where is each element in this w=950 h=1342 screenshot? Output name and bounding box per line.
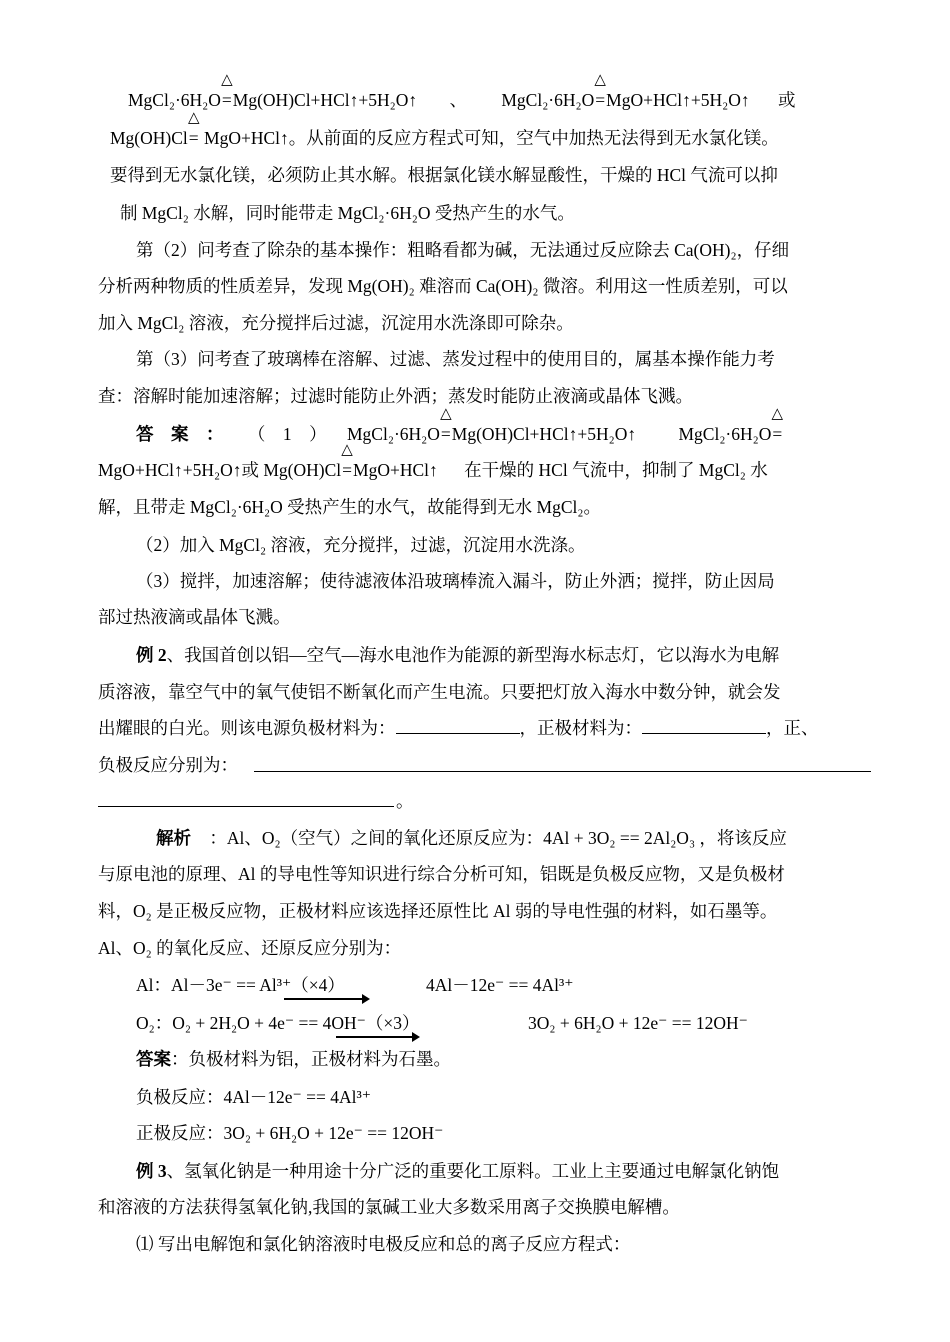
text-line: 。 <box>396 791 414 811</box>
answer-blank-negative[interactable] <box>396 717 520 734</box>
text-line <box>110 126 779 150</box>
sentence: 、我国首创以铝—空气—海水电池作为能源的新型海水标志灯，它以海水为电解 <box>166 645 780 665</box>
answer-label: 答案 <box>136 1049 171 1069</box>
half-reaction: O₂：O₂ + 2H₂O + 4e⁻ == 4OH⁻（×3） <box>136 1013 420 1033</box>
heat-equals-sign: △ = <box>188 126 200 150</box>
half-reaction-line <box>136 973 574 997</box>
text-line <box>128 88 796 112</box>
text-line: 正极反应：3O₂ + 6H₂O + 12e⁻ == 12OH⁻ <box>136 1123 444 1143</box>
answer-blank-reactions[interactable] <box>254 771 871 772</box>
example-label: 例 2 <box>136 645 167 665</box>
text-line: 负极反应：4Al－12e⁻ == 4Al³⁺ <box>136 1087 371 1107</box>
question-text: ，正、 <box>766 718 819 738</box>
text-line: 料，O₂ 是正极反应物，正极材料应该选择还原性比 Al 弱的导电性强的材料，如石墨等。 <box>98 901 778 921</box>
formula: MgCl₂·6H₂O <box>501 90 595 110</box>
analysis-label: 解析 <box>156 828 191 848</box>
heat-equals-sign: △ = <box>341 458 353 482</box>
text-line: 查：溶解时能加速溶解；过滤时能防止外洒；蒸发时能防止液滴或晶体飞溅。 <box>98 386 693 406</box>
half-reaction-line <box>136 1011 748 1035</box>
text-line: 解，且带走 MgCl₂·6H₂O 受热产生的水气，故能得到无水 MgCl₂。 <box>98 497 601 517</box>
conjunction: 或 <box>778 90 796 110</box>
text-line: 和溶液的方法获得氢氧化钠,我国的氯碱工业大多数采用离子交换膜电解槽。 <box>98 1197 680 1217</box>
sentence: MgO+HCl↑。从前面的反应方程式可知，空气中加热无法得到无水氯化镁。 <box>199 128 779 148</box>
text-line: 加入 MgCl₂ 溶液，充分搅拌后过滤，沉淀用水洗涤即可除杂。 <box>98 313 574 333</box>
answer-blank-reactions-cont[interactable] <box>98 806 394 807</box>
text-line <box>136 643 779 667</box>
text-line: 第（3）问考查了玻璃棒在溶解、过滤、蒸发过程中的使用目的，属基本操作能力考 <box>136 349 775 369</box>
text-line <box>98 716 819 740</box>
example-label: 例 3 <box>136 1161 167 1181</box>
question-text: 出耀眼的白光。则该电源负极材料为： <box>98 718 396 738</box>
formula: MgCl₂·6H₂O <box>128 90 221 110</box>
text-line: 第（2）问考查了除杂的基本操作：粗略看都为碱，无法通过反应除去 Ca(OH)₂，仔细 <box>136 240 790 260</box>
text-line: Al、O₂ 的氧化反应、还原反应分别为： <box>98 938 402 958</box>
combined-reaction: 4Al－12e⁻ == 4Al³⁺ <box>426 975 574 995</box>
answer-blank-positive[interactable] <box>642 717 766 734</box>
text-line: 负极反应分别为： <box>98 755 238 775</box>
sentence: 在干燥的 HCl 气流中，抑制了 MgCl₂ 水 <box>464 460 768 480</box>
text-line: 与原电池的原理、Al 的导电性等知识进行综合分析可知，铝既是负极反应物，又是负极材 <box>98 864 785 884</box>
question-text: ，正极材料为： <box>519 718 642 738</box>
text-line: 部过热液滴或晶体飞溅。 <box>98 607 291 627</box>
heat-equals-sign: △ = <box>221 88 233 112</box>
text-line: （3）搅拌，加速溶解；使待滤液体沿玻璃棒流入漏斗，防止外洒；搅拌，防止因局 <box>136 571 775 591</box>
text-line: （2）加入 MgCl₂ 溶液，充分搅拌，过滤，沉淀用水洗涤。 <box>136 535 586 555</box>
text-line <box>136 1047 451 1071</box>
text-line <box>156 826 787 850</box>
text-line <box>136 1159 779 1183</box>
heat-equals-sign: △ = <box>440 422 452 446</box>
sentence: 、氢氧化钠是一种用途十分广泛的重要化工原料。工业上主要通过电解氯化钠饱 <box>166 1161 780 1181</box>
text-line: 制 MgCl₂ 水解，同时能带走 MgCl₂·6H₂O 受热产生的水气。 <box>120 203 575 223</box>
half-reaction: Al：Al－3e⁻ == Al³⁺（×4） <box>136 975 345 995</box>
formula: Mg(OH)Cl+HCl↑+5H₂O↑ <box>451 424 637 444</box>
text-line <box>136 422 783 446</box>
punctuation: 、 <box>449 90 467 110</box>
text-line: ⑴ 写出电解饱和氯化钠溶液时电极反应和总的离子反应方程式： <box>136 1234 631 1254</box>
text-line: 要得到无水氯化镁，必须防止其水解。根据氯化镁水解显酸性，干燥的 HCl 气流可以抑 <box>110 165 778 185</box>
item-number: （ 1 ） <box>247 424 327 444</box>
sentence: ：Al、O₂（空气）之间的氧化还原反应为：4Al + 3O₂ == 2Al₂O₃ ，将该反应 <box>209 828 787 848</box>
text-line <box>98 458 768 482</box>
answer-label: 答 案 ： <box>136 424 224 444</box>
text-line: 质溶液，靠空气中的氧气使铝不断氧化而产生电流。只要把灯放入海水中数分钟，就会发 <box>98 682 781 702</box>
formula: MgCl₂·6H₂O <box>678 424 772 444</box>
sentence: ：负极材料为铝，正极材料为石墨。 <box>171 1049 451 1069</box>
heat-equals-sign: △ = <box>771 422 783 446</box>
heat-equals-sign: △ = <box>594 88 606 112</box>
arrow-right-icon <box>284 998 368 1000</box>
combined-reaction: 3O₂ + 6H₂O + 12e⁻ == 12OH⁻ <box>528 1013 748 1033</box>
arrow-right-icon <box>336 1036 418 1038</box>
formula: Mg(OH)Cl <box>110 128 188 148</box>
formula: Mg(OH)Cl+HCl↑+5H₂O↑ <box>232 90 418 110</box>
formula: MgO+HCl↑+5H₂O↑或 Mg(OH)Cl <box>98 460 342 480</box>
formula: MgO+HCl↑ <box>353 460 438 480</box>
formula: MgCl₂·6H₂O <box>347 424 440 444</box>
formula: MgO+HCl↑+5H₂O↑ <box>606 90 750 110</box>
text-line: 分析两种物质的性质差异，发现 Mg(OH)₂ 难溶而 Ca(OH)₂ 微溶。利用这一性质差别，可以 <box>98 276 788 296</box>
